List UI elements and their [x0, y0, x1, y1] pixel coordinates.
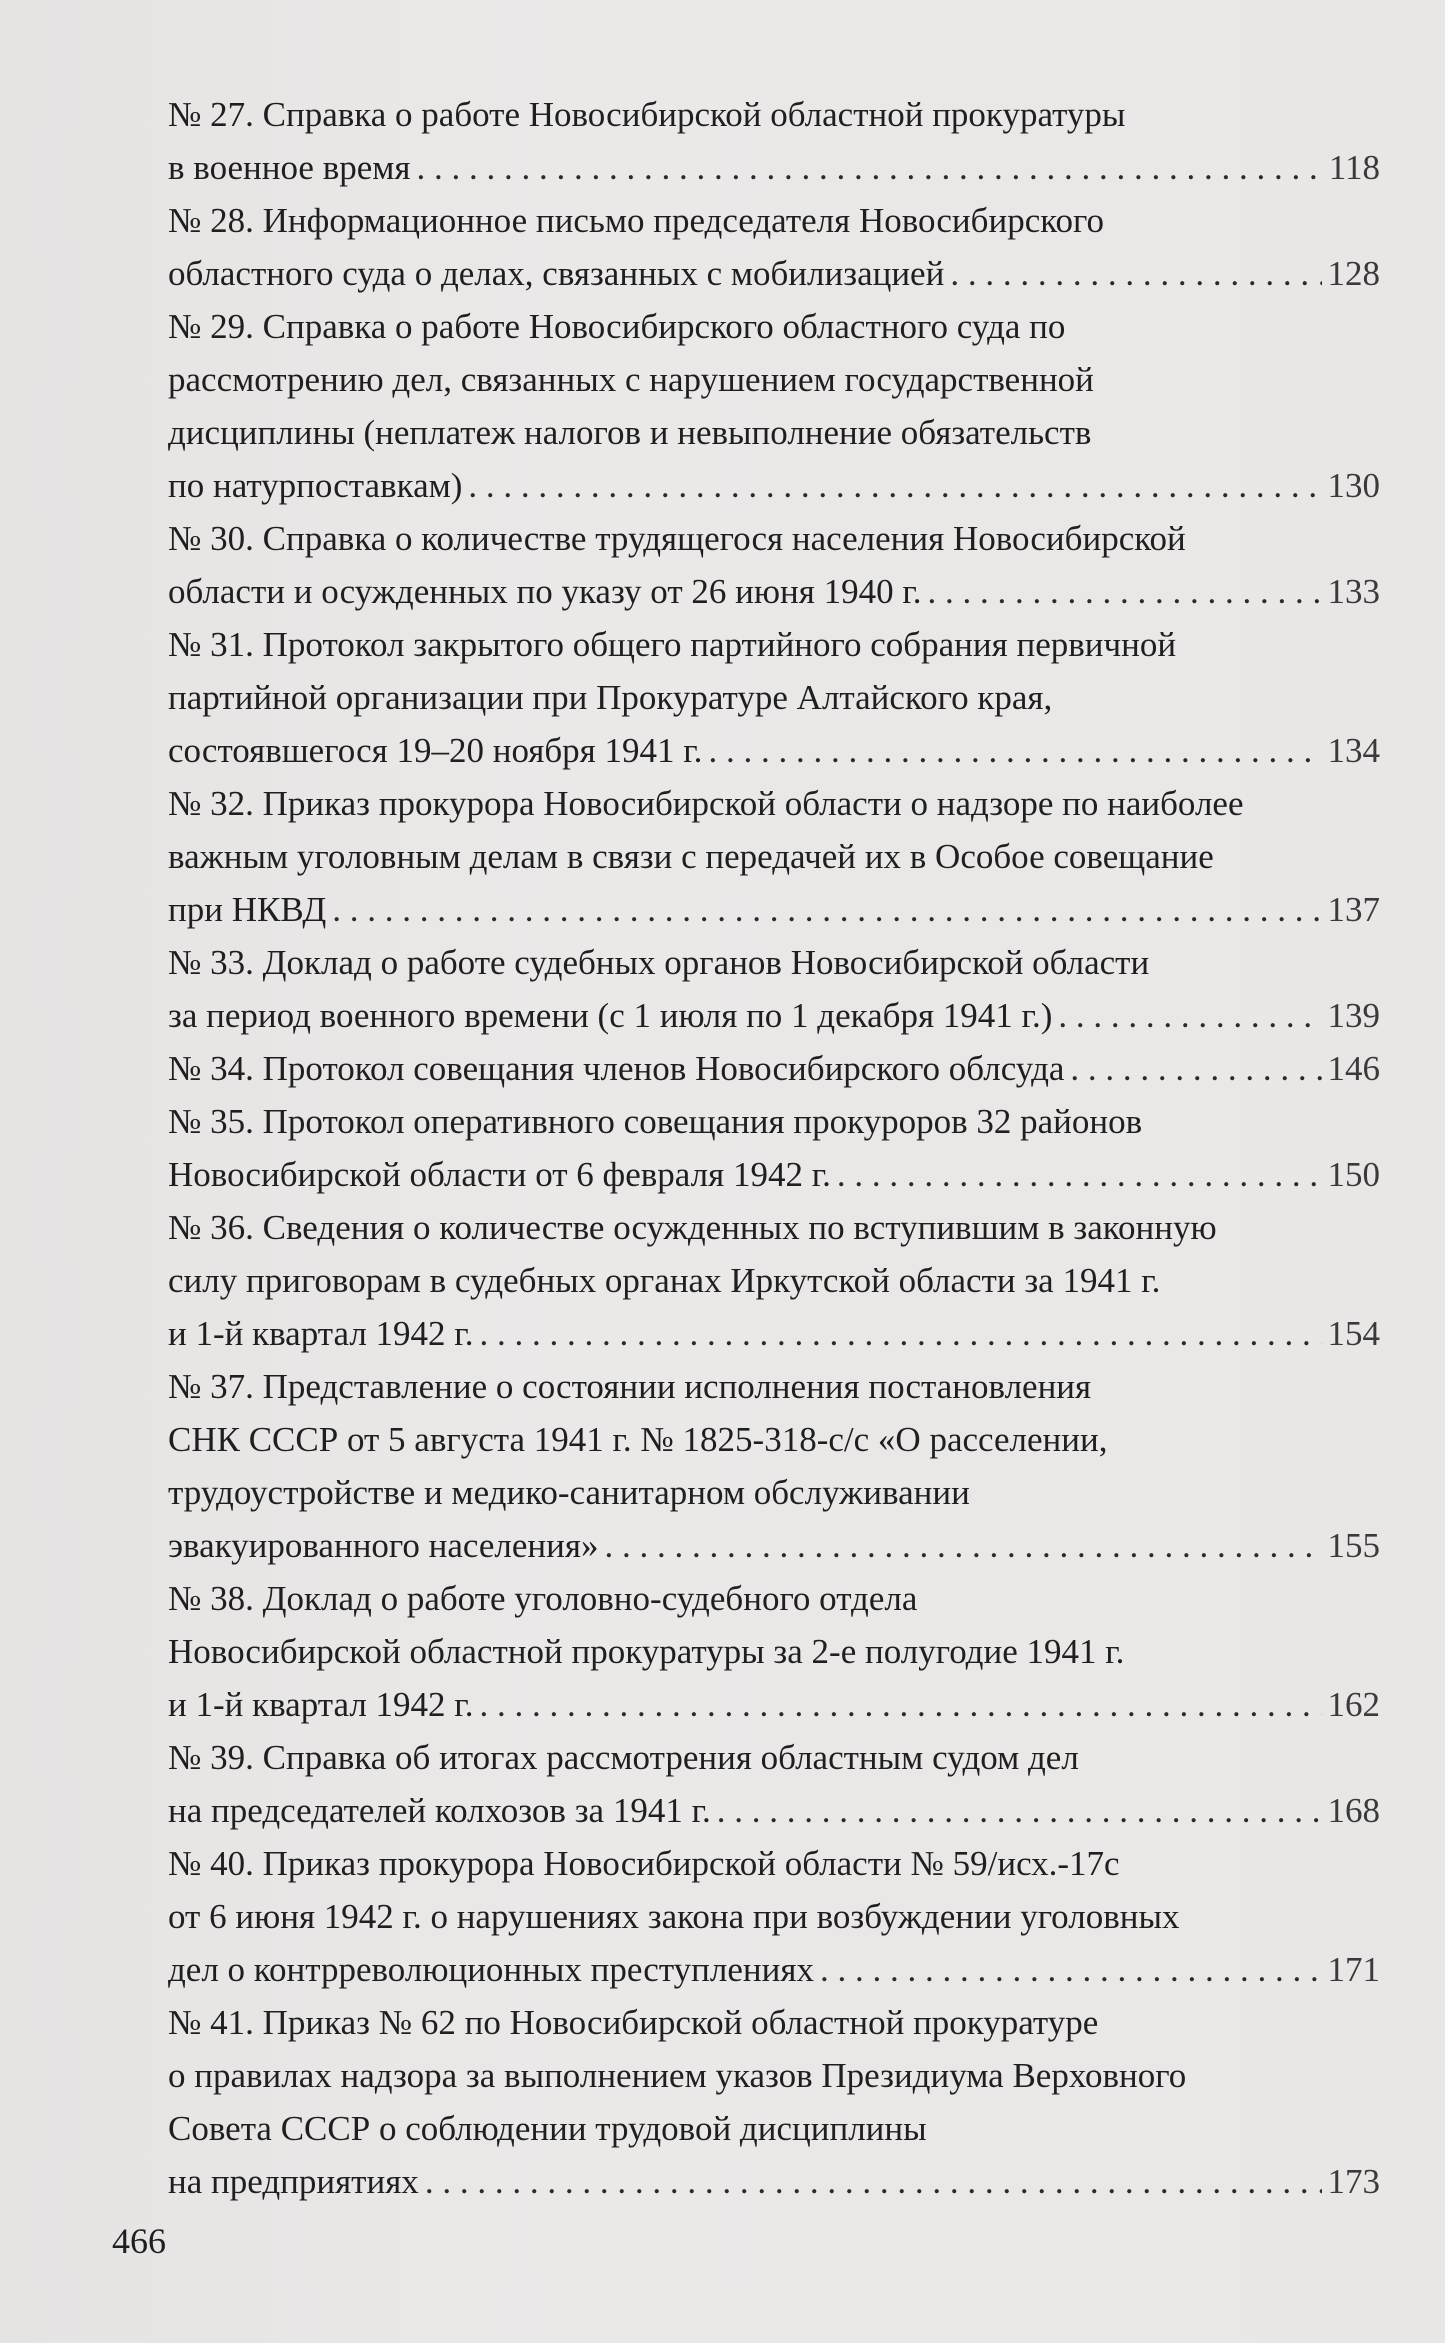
toc-entry-line: и 1-й квартал 1942 г.	[168, 1685, 474, 1724]
dot-leader	[1058, 989, 1321, 1042]
dot-leader	[820, 1943, 1322, 1996]
toc-entry-line: Совета СССР о соблюдении трудовой дисциплины	[168, 2109, 927, 2148]
dot-leader	[425, 2155, 1322, 2208]
toc-page-number: 134	[1327, 731, 1380, 770]
toc-page-number: 146	[1327, 1049, 1380, 1088]
toc-entry-last-line	[168, 247, 1380, 300]
dot-leader	[928, 565, 1322, 618]
toc-entry-line: № 31. Протокол закрытого общего партийного собрания первичной	[168, 625, 1177, 664]
toc-page-number: 150	[1327, 1155, 1380, 1194]
toc-entry-line: дисциплины (неплатеж налогов и невыполнение обязательств	[168, 413, 1092, 452]
toc-entry-last-line	[168, 1042, 1380, 1095]
toc-entry-last-line	[168, 1678, 1380, 1731]
toc-entry-line: № 29. Справка о работе Новосибирского областного суда по	[168, 307, 1066, 346]
toc-entry-line: № 32. Приказ прокурора Новосибирской области о надзоре по наиболее	[168, 784, 1244, 823]
dot-leader	[1070, 1042, 1321, 1095]
toc-entry	[168, 936, 1380, 1042]
toc-entry	[168, 1996, 1380, 2208]
toc-page-number: 171	[1327, 1950, 1380, 1989]
toc-entry-last-line	[168, 724, 1380, 777]
toc-page-number: 118	[1328, 148, 1380, 187]
toc-entry	[168, 1837, 1380, 1996]
toc-entry-line: от 6 июня 1942 г. о нарушениях закона при возбуждении уголовных	[168, 1897, 1180, 1936]
toc-entry-line: № 36. Сведения о количестве осужденных по вступившим в законную	[168, 1208, 1217, 1247]
toc-entry-line: № 40. Приказ прокурора Новосибирской области № 59/исх.-17с	[168, 1844, 1120, 1883]
toc-entry-last-line	[168, 565, 1380, 618]
toc-entry-line: № 37. Представление о состоянии исполнения постановления	[168, 1367, 1092, 1406]
toc-entry	[168, 512, 1380, 618]
toc-page-number: 130	[1327, 466, 1380, 505]
toc-entry	[168, 1360, 1380, 1572]
toc-entry-last-line	[168, 1519, 1380, 1572]
toc-entry-line: № 28. Информационное письмо председателя Новосибирского	[168, 201, 1104, 240]
toc-page-number: 133	[1327, 572, 1380, 611]
toc-page-number: 173	[1327, 2162, 1380, 2201]
toc-entry-line: рассмотрению дел, связанных с нарушением государственной	[168, 360, 1094, 399]
toc-entry	[168, 194, 1380, 300]
toc-entry-last-line	[168, 1307, 1380, 1360]
toc-page-number: 137	[1327, 890, 1380, 929]
toc-entry	[168, 618, 1380, 777]
dot-leader	[417, 141, 1323, 194]
toc-entry-last-line	[168, 883, 1380, 936]
dot-leader	[332, 883, 1321, 936]
toc-page-number: 155	[1327, 1526, 1380, 1565]
toc-page-number: 168	[1327, 1791, 1380, 1830]
toc-entry	[168, 1731, 1380, 1837]
toc-entry-line: № 41. Приказ № 62 по Новосибирской областной прокуратуре	[168, 2003, 1099, 2042]
toc-entry-line: № 38. Доклад о работе уголовно-судебного отдела	[168, 1579, 918, 1618]
toc-page-number: 139	[1327, 996, 1380, 1035]
toc-entry-line: № 34. Протокол совещания членов Новосибирского облсуда	[168, 1049, 1065, 1088]
toc-entry	[168, 1572, 1380, 1731]
toc-entry	[168, 1201, 1380, 1360]
dot-leader	[950, 247, 1321, 300]
dot-leader	[837, 1148, 1322, 1201]
toc-entry-line: и 1-й квартал 1942 г.	[168, 1314, 474, 1353]
toc-page-number: 154	[1327, 1314, 1380, 1353]
dot-leader	[604, 1519, 1321, 1572]
toc-entry-line: № 35. Протокол оперативного совещания прокуроров 32 районов	[168, 1102, 1143, 1141]
toc-entry-line: в военное время	[168, 148, 411, 187]
toc-entry	[168, 300, 1380, 512]
toc-entry-line: силу приговорам в судебных органах Иркутской области за 1941 г.	[168, 1261, 1161, 1300]
toc-entry-line: о правилах надзора за выполнением указов Президиума Верховного	[168, 2056, 1187, 2095]
toc-entry-line: по натурпоставкам)	[168, 466, 463, 505]
toc-entry-last-line	[168, 2155, 1380, 2208]
dot-leader	[479, 1678, 1321, 1731]
toc-entry-line: при НКВД	[168, 890, 327, 929]
table-of-contents	[168, 88, 1380, 2208]
toc-entry-line: партийной организации при Прокуратуре Алтайского края,	[168, 678, 1053, 717]
toc-entry-line: за период военного времени (с 1 июля по 1 декабря 1941 г.)	[168, 996, 1053, 1035]
toc-entry-line: области и осужденных по указу от 26 июня 1940 г.	[168, 572, 922, 611]
page-number: 466	[112, 2221, 166, 2261]
dot-leader	[708, 724, 1321, 777]
toc-entry-line: Новосибирской областной прокуратуры за 2-е полугодие 1941 г.	[168, 1632, 1125, 1671]
toc-page-number: 162	[1327, 1685, 1380, 1724]
dot-leader	[479, 1307, 1321, 1360]
toc-entry-last-line	[168, 989, 1380, 1042]
toc-entry-last-line	[168, 1943, 1380, 1996]
toc-entry-line: состоявшегося 19–20 ноября 1941 г.	[168, 731, 703, 770]
toc-entry-line: Новосибирской области от 6 февраля 1942 г.	[168, 1155, 831, 1194]
toc-entry-line: трудоустройстве и медико-санитарном обслуживании	[168, 1473, 970, 1512]
toc-entry-last-line	[168, 141, 1380, 194]
toc-entry-last-line	[168, 1148, 1380, 1201]
dot-leader	[717, 1784, 1322, 1837]
toc-entry-line: на председателей колхозов за 1941 г.	[168, 1791, 711, 1830]
toc-entry-line: важным уголовным делам в связи с передачей их в Особое совещание	[168, 837, 1214, 876]
toc-entry	[168, 1042, 1380, 1095]
toc-page-number: 128	[1327, 254, 1380, 293]
toc-entry-last-line	[168, 1784, 1380, 1837]
toc-entry-line: № 30. Справка о количестве трудящегося населения Новосибирской	[168, 519, 1186, 558]
toc-entry	[168, 1095, 1380, 1201]
toc-entry-line: № 33. Доклад о работе судебных органов Новосибирской области	[168, 943, 1150, 982]
dot-leader	[468, 459, 1321, 512]
toc-entry	[168, 88, 1380, 194]
toc-entry-line: СНК СССР от 5 августа 1941 г. № 1825-318-с/с «О расселении,	[168, 1420, 1108, 1459]
toc-entry-line: № 27. Справка о работе Новосибирской областной прокуратуры	[168, 95, 1126, 134]
toc-entry	[168, 777, 1380, 936]
toc-entry-line: областного суда о делах, связанных с мобилизацией	[168, 254, 945, 293]
toc-entry-last-line	[168, 459, 1380, 512]
toc-entry-line: дел о контрреволюционных преступлениях	[168, 1950, 814, 1989]
toc-entry-line: № 39. Справка об итогах рассмотрения областным судом дел	[168, 1738, 1079, 1777]
toc-entry-line: на предприятиях	[168, 2162, 419, 2201]
toc-entry-line: эвакуированного населения»	[168, 1526, 599, 1565]
